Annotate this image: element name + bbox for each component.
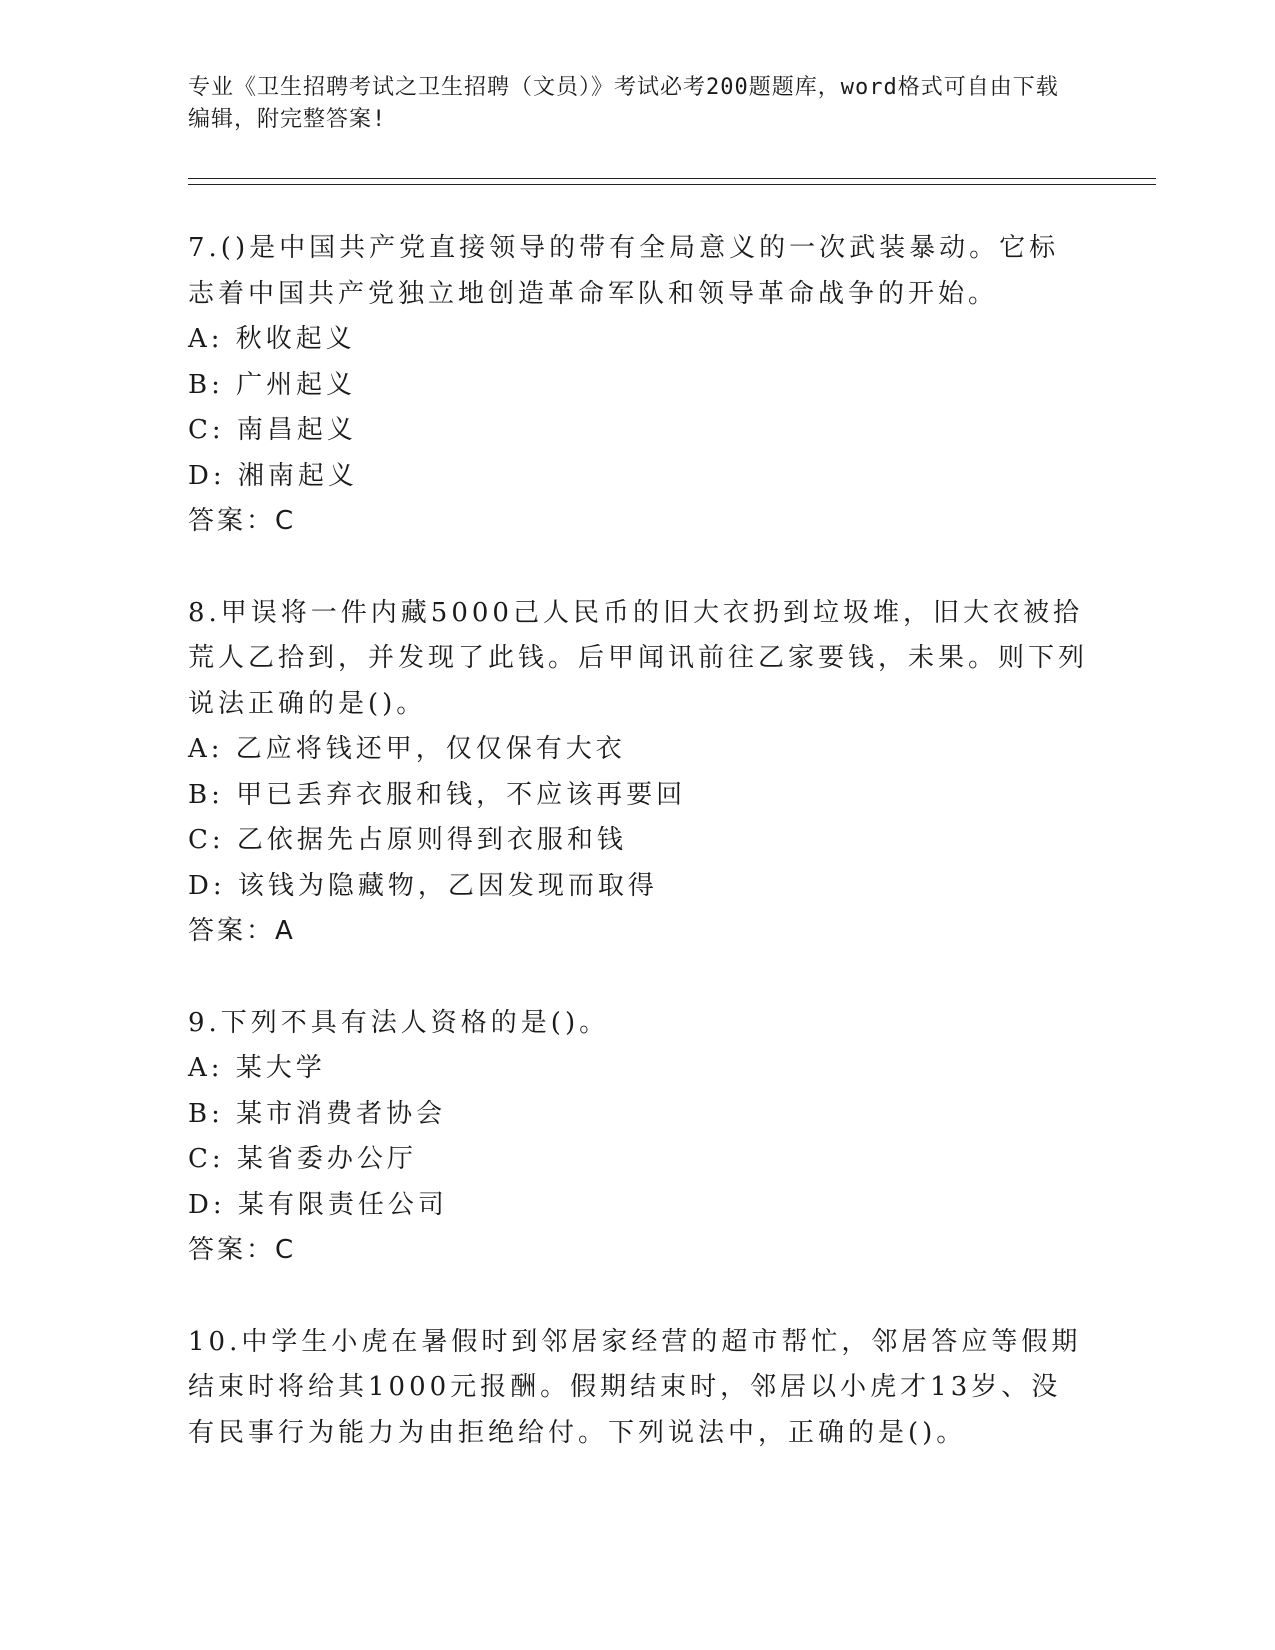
question-10 [188,1320,1088,1457]
question-text: 9.下列不具有法人资格的是()。 [188,1007,610,1038]
option-a: A: 秋收起义 [188,324,356,354]
question-8 [188,591,1088,955]
question-9 [188,1001,1088,1274]
option-d: D: 某有限责任公司 [188,1189,448,1220]
header-divider-top [188,178,1156,179]
option-b: B: 甲已丢弃衣服和钱，不应该再要回 [188,779,687,810]
option-b: B: 某市消费者协会 [188,1098,447,1129]
option-b: B: 广州起义 [188,369,357,400]
option-d: D: 该钱为隐藏物，乙因发现而取得 [188,870,658,901]
option-a: A: 乙应将钱还甲，仅仅保有大衣 [188,734,626,764]
question-list [188,226,1088,1502]
question-text: 7.()是中国共产党直接领导的带有全局意义的一次武装暴动。它标志着中国共产党独立地创造革命军队和领导革命战争的开始。 [188,233,1060,309]
question-7 [188,226,1088,545]
option-c: C: 南昌起义 [188,415,357,445]
option-a: A: 某大学 [188,1053,326,1083]
answer-line: 答案：C [188,1235,297,1265]
header-divider-bottom [188,184,1156,185]
answer-line: 答案：A [188,916,296,946]
option-d: D: 湘南起义 [188,460,358,491]
document-header: 专业《卫生招聘考试之卫生招聘（文员）》考试必考200题题库，word格式可自由下载编辑，附完整答案! [188,75,1059,132]
option-c: C: 某省委办公厅 [188,1144,417,1174]
question-text: 10.中学生小虎在暑假时到邻居家经营的超市帮忙，邻居答应等假期结束时将给其1000元报酬。假期结束时，邻居以小虎才13岁、没有民事行为能力为由拒绝给付。下列说法中，正确的是()。 [188,1326,1082,1448]
option-c: C: 乙依据先占原则得到衣服和钱 [188,825,627,855]
question-text: 8.甲误将一件内藏5000己人民币的旧大衣扔到垃圾堆，旧大衣被拾荒人乙拾到，并发现了此钱。后甲闻讯前往乙家要钱，未果。则下列说法正确的是()。 [188,597,1089,719]
answer-line: 答案：C [188,506,297,536]
